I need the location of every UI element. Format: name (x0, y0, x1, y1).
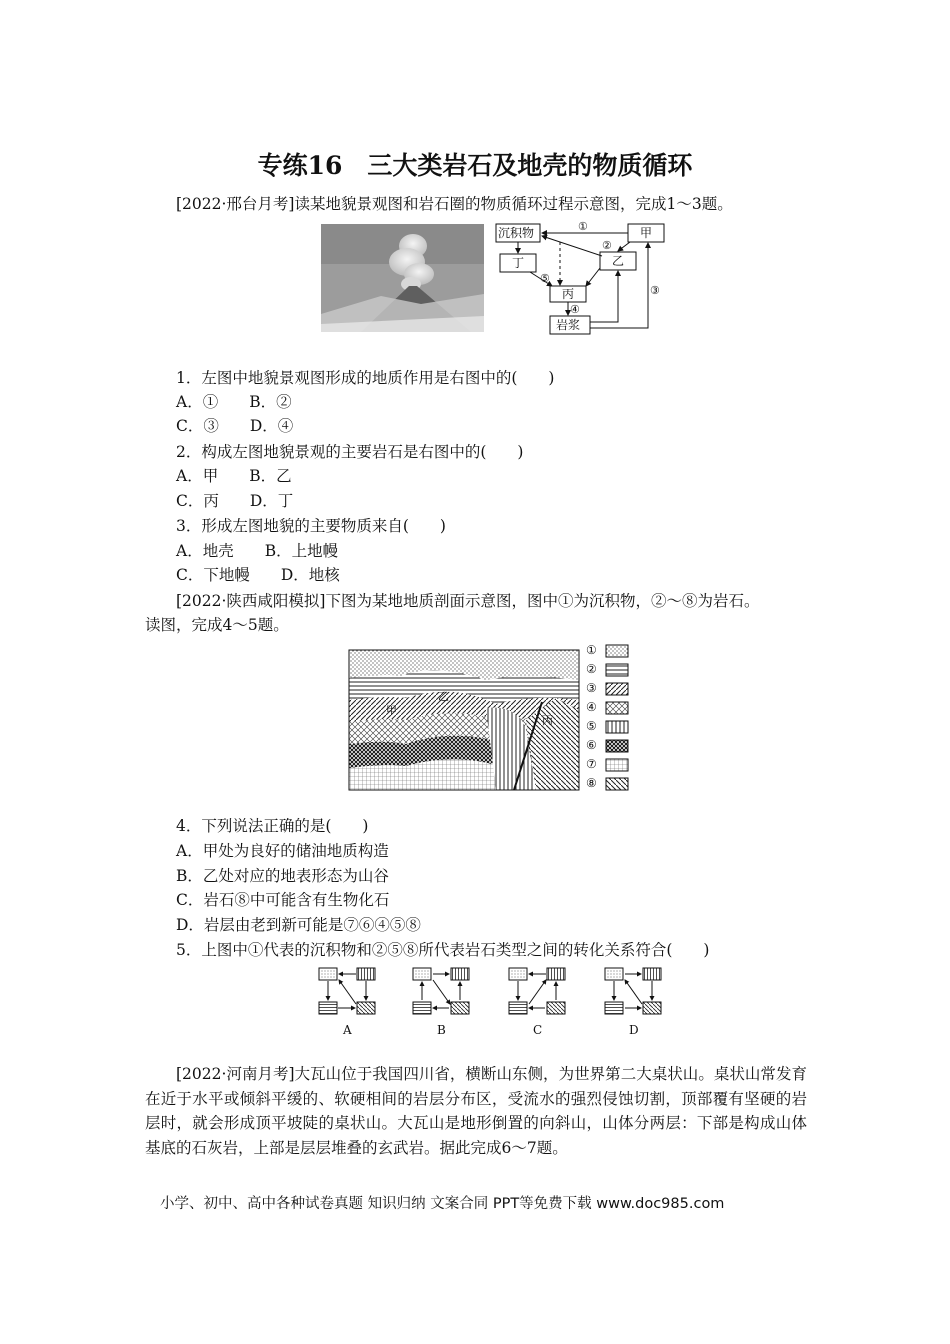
legend-label-4: ④ (586, 700, 597, 714)
q1-options-1: A．① B．② (176, 393, 292, 411)
q1-stem: 1．左图中地貌景观图形成的地质作用是右图中的( ) (176, 369, 555, 387)
legend-label-6: ⑥ (586, 738, 597, 752)
q5-label-a: A (343, 1023, 352, 1037)
label-bing: 丙 (542, 714, 553, 727)
intro-1: [2022·邢台月考]读某地貌景观图和岩石圈的物质循环过程示意图，完成1～3题。 (176, 195, 733, 213)
box-sediment: 沉积物 (498, 226, 535, 240)
intro-2-line-2: 读图，完成4～5题。 (145, 616, 289, 634)
q2-stem: 2．构成左图地貌景观的主要岩石是右图中的( ) (176, 443, 524, 461)
box-jia: 甲 (640, 226, 653, 240)
page-title: 专练16 三大类岩石及地壳的物质循环 (257, 151, 693, 180)
box-ding: 丁 (512, 256, 525, 270)
q4-option-a: A．甲处为良好的储油地质构造 (176, 842, 389, 860)
legend-label-7: ⑦ (586, 757, 597, 771)
q5-label-b: B (437, 1023, 446, 1037)
q5-label-c: C (533, 1023, 543, 1037)
label-yi: 乙 (438, 690, 449, 703)
q1-options-2: C．③ D．④ (176, 417, 294, 435)
geologic-section-diagram (346, 640, 636, 792)
q3-stem: 3．形成左图地貌的主要物质来自( ) (176, 517, 446, 535)
legend-swatch-6 (606, 740, 628, 752)
box-magma: 岩浆 (556, 318, 581, 332)
arrow-label-2: ② (602, 239, 612, 252)
q4-option-c: C．岩石⑧中可能含有生物化石 (176, 891, 390, 909)
footer: 小学、初中、高中各种试卷真题 知识归纳 文案合同 PPT等免费下载 www.doc985.com (160, 1196, 725, 1212)
box-yi: 乙 (612, 254, 625, 268)
legend-swatch-5 (606, 721, 628, 733)
label-jia: 甲 (386, 704, 397, 717)
legend-swatch-7 (606, 759, 628, 771)
q5-stem: 5．上图中①代表的沉积物和②⑤⑧所代表岩石类型之间的转化关系符合( ) (176, 941, 710, 959)
q4-option-d: D．岩层由老到新可能是⑦⑥④⑤⑧ (176, 916, 421, 934)
arrow-label-3: ③ (650, 284, 660, 297)
legend-swatch-2 (606, 664, 628, 676)
arrow-label-1: ① (578, 220, 588, 233)
legend-label-8: ⑧ (586, 776, 597, 790)
q3-options-1: A．地壳 B．上地幔 (176, 542, 339, 560)
legend-swatch-8 (606, 778, 628, 790)
legend-label-1: ① (586, 643, 597, 657)
legend-swatch-3 (606, 683, 628, 695)
q2-options-2: C．丙 D．丁 (176, 492, 294, 510)
legend-swatch-1 (606, 645, 628, 657)
intro-2-line-1: [2022·陕西咸阳模拟]下图为某地地质剖面示意图，图中①为沉积物，②～⑧为岩石。 (176, 592, 760, 610)
arrow-label-5: ⑤ (540, 272, 550, 285)
legend-swatch-4 (606, 702, 628, 714)
q5-option-diagrams (315, 964, 675, 1038)
box-bing: 丙 (562, 287, 575, 301)
legend-label-5: ⑤ (586, 719, 597, 733)
legend-label-3: ③ (586, 681, 597, 695)
q5-label-d: D (629, 1023, 639, 1037)
rock-cycle-diagram (490, 218, 670, 338)
q3-options-2: C．下地幔 D．地核 (176, 566, 340, 584)
q4-stem: 4．下列说法正确的是( ) (176, 817, 369, 835)
legend-label-2: ② (586, 662, 597, 676)
q4-option-b: B．乙处对应的地表形态为山谷 (176, 867, 389, 885)
volcano-photo (321, 224, 484, 332)
arrow-label-4: ④ (570, 303, 580, 316)
intro-3: [2022·河南月考]大瓦山位于我国四川省，横断山东侧，为世界第二大桌状山。桌状山常发育在近于水平或倾斜平缓的、软硬相间的岩层分布区，受流水的强烈侵蚀切割，顶部覆有坚硬的岩层时，就会形成顶平坡陡的桌状山。大瓦山是地形倒置的向斜山，山体分两层：下部是构成山体基底的石灰岩，上部是层层堆叠的玄武岩。据此完成6～7题。 (145, 1065, 807, 1157)
q2-options-1: A．甲 B．乙 (176, 467, 292, 485)
